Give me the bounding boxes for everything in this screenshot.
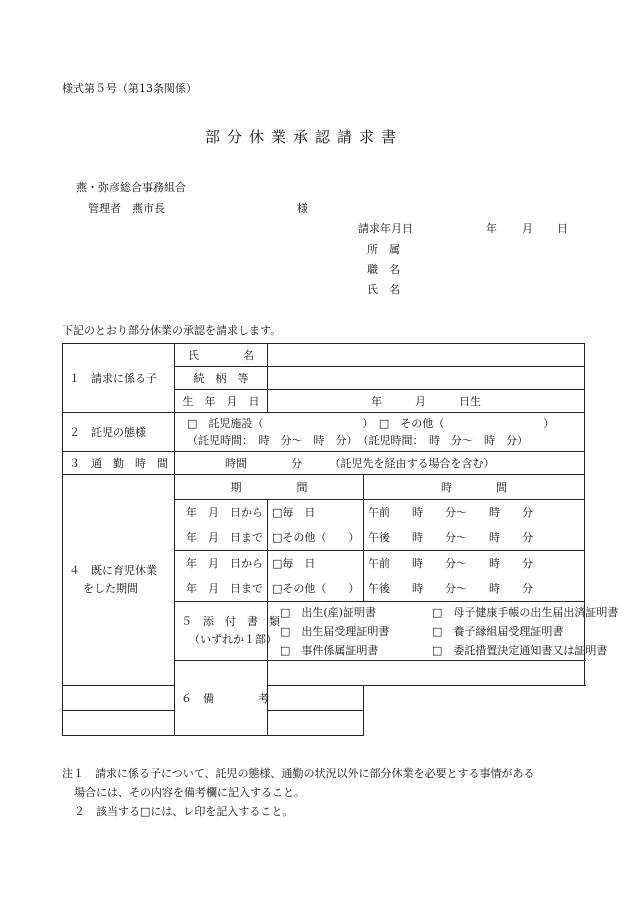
- period-2-am: 午前 時 分～ 時 分: [368, 557, 533, 570]
- addressee-name: 管理者 燕市長: [88, 202, 165, 215]
- intro-text: 下記のとおり部分休業の承認を請求します。: [62, 324, 282, 337]
- period-2-dates[interactable]: [175, 551, 268, 602]
- attachments-label-line1: ５ 添 付 書 類: [181, 615, 280, 628]
- addressee-org: 燕・弥彦総合事務組合: [76, 181, 186, 194]
- child-name-field[interactable]: [268, 344, 585, 367]
- care-field[interactable]: [175, 413, 585, 452]
- period-1-pm: 午後 時 分～ 時 分: [368, 531, 533, 544]
- honorific: 様: [297, 202, 308, 215]
- time-header: 時 間: [364, 475, 585, 500]
- affiliation-label: 所 属: [367, 243, 400, 256]
- child-relation-label: 続 柄 等: [175, 367, 268, 390]
- period-2-times[interactable]: [364, 551, 585, 602]
- period-2-other-checkbox[interactable]: □その他（ ）: [272, 582, 360, 595]
- child-relation-field[interactable]: [268, 367, 585, 390]
- request-date-label: 請求年月日: [358, 222, 413, 235]
- commute-field[interactable]: 時間 分 （託児先を経由する場合を含む）: [175, 452, 585, 475]
- attach-placement-notice[interactable]: □ 委託措置決定通知書又は証明書: [432, 643, 608, 657]
- period-1-daily-checkbox[interactable]: □毎 日: [272, 506, 316, 519]
- care-label: ２ 託児の態様: [63, 413, 175, 452]
- remarks-line-1[interactable]: [268, 661, 585, 686]
- period-1-to: 年 月 日まで: [186, 531, 263, 544]
- attach-case-pending[interactable]: □ 事件係属証明書: [280, 643, 379, 657]
- period-1-from: 年 月 日から: [186, 506, 263, 519]
- period-1-type[interactable]: [268, 500, 364, 551]
- note-1-line-1: 注１ 請求に係る子について、託児の態様、通勤の状況以外に部分休業を必要とする事情がある: [62, 767, 535, 780]
- name-label: 氏 名: [367, 283, 400, 296]
- period-1-other-checkbox[interactable]: □その他（ ）: [272, 531, 360, 544]
- date-day: 日: [557, 222, 568, 235]
- remarks-line-3[interactable]: [63, 711, 364, 736]
- request-form-table: [62, 343, 619, 736]
- commute-label: ３ 通 勤 時 間: [63, 452, 175, 475]
- period-1-am: 午前 時 分～ 時 分: [368, 506, 533, 519]
- note-1-line-2: 場合には、その内容を備考欄に記入すること。: [74, 786, 305, 799]
- care-line-1: □ 託児施設（ ） □ その他（ ）: [187, 417, 555, 430]
- period-2-from: 年 月 日から: [186, 557, 263, 570]
- child-name-label: 氏 名: [175, 344, 268, 367]
- period-2-to: 年 月 日まで: [186, 582, 263, 595]
- period-1-times[interactable]: [364, 500, 585, 551]
- notes: [62, 764, 592, 821]
- note-2: ２ 該当する□には、レ印を記入すること。: [74, 805, 294, 818]
- child-birth-field[interactable]: 年 月 日生: [268, 390, 585, 413]
- attachments-label-line2: （いずれか１部）: [189, 633, 277, 646]
- attach-adoption-registration[interactable]: □ 養子縁組届受理証明書: [432, 624, 564, 638]
- child-birth-label: 生 年 月 日: [175, 390, 268, 413]
- prior-leave-label-line2: をした期間: [83, 582, 138, 595]
- period-2-daily-checkbox[interactable]: □毎 日: [272, 557, 316, 570]
- prior-leave-label-line1: ４ 既に育児休業: [69, 564, 157, 577]
- period-2-pm: 午後 時 分～ 時 分: [368, 582, 533, 595]
- period-1-dates[interactable]: [175, 500, 268, 551]
- form-number: 様式第５号（第13条関係）: [62, 82, 197, 95]
- child-label: １ 請求に係る子: [63, 344, 175, 413]
- prior-leave-label: [63, 475, 175, 686]
- care-line-2: （託児時間： 時 分～ 時 分） （託児時間： 時 分～ 時 分）: [187, 434, 528, 447]
- attach-birth-cert[interactable]: □ 出生(産)証明書: [280, 605, 376, 619]
- remarks-label: ６ 備 考: [175, 661, 268, 736]
- date-year: 年: [486, 222, 497, 235]
- attach-birth-registration[interactable]: □ 出生届受理証明書: [280, 624, 390, 638]
- attachments-label: [175, 602, 280, 661]
- attach-mch-handbook[interactable]: □ 母子健康手帳の出生届出済証明書: [432, 605, 619, 619]
- page-title: 部分休業承認請求書: [205, 128, 404, 146]
- position-label: 職 名: [367, 263, 400, 276]
- period-header: 期 間: [175, 475, 364, 500]
- attachments-field[interactable]: [268, 602, 619, 661]
- date-month: 月: [522, 222, 533, 235]
- period-2-type[interactable]: [268, 551, 364, 602]
